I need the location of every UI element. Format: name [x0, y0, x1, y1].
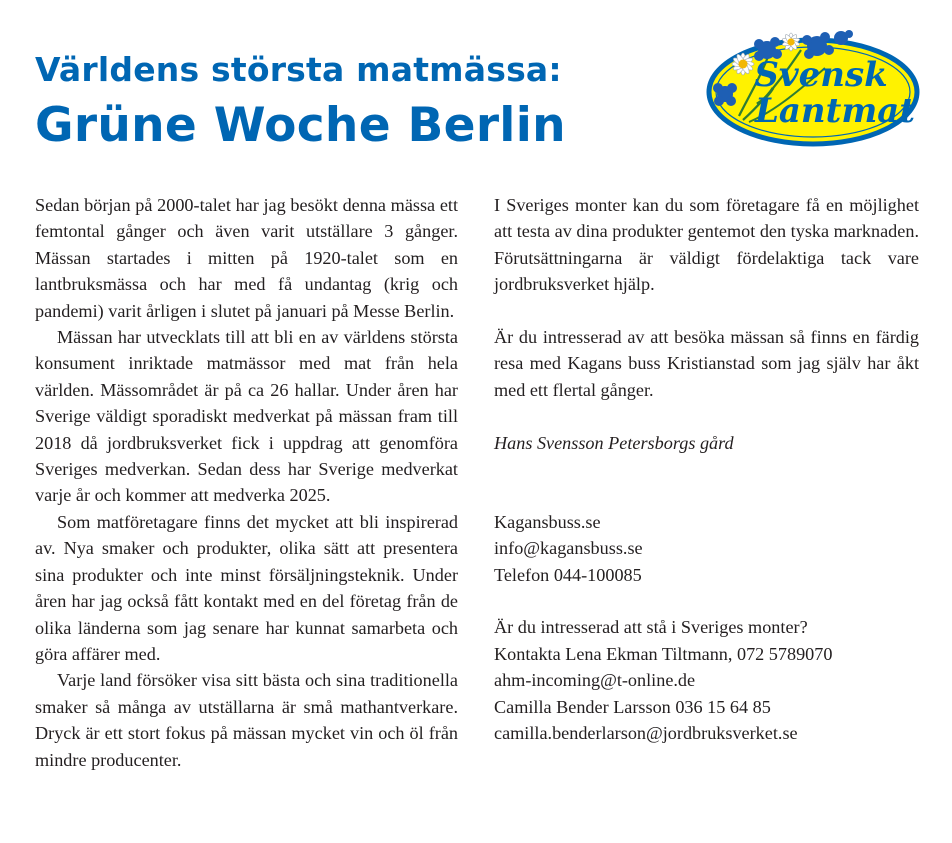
bus-company-name: Kagansbuss.se	[494, 511, 601, 532]
paragraph-4: Varje land försöker visa sitt bästa och sina traditionella smaker så många av utställarna är små mathantverkare. Dryck är ett stort fokus på mässan mycket vin och öl från mindre producenter.	[35, 670, 458, 770]
svensk-lantmat-logo	[703, 24, 921, 152]
exhibitor-question: Är du intresserad att stå i Sveriges monter?	[494, 617, 808, 638]
paragraph-3: Som matföretagare finns det mycket att bli inspirerad av. Nya smaker och produkter, olika sätt att presentera sina produkter och inte minst försäljningsteknik. Under åren har jag också fått kontakt med en del företag från de olika länderna som jag senare har kunnat samarbeta och göra affärer med.	[35, 511, 458, 664]
headline-kicker: Världens största matmässa:	[35, 50, 562, 89]
logo-text-lantmat: Lantmat	[754, 91, 916, 131]
article-right-column	[494, 192, 919, 746]
headline	[35, 46, 566, 158]
paragraph-2: Mässan har utvecklats till att bli en av världens största konsument inriktade matmässor med mat från hela världen. Mässområdet är på ca 26 hallar. Under åren har Sverige väldigt sporadiskt medverkat på mässan fram till 2018 då jordbruksverket fick i uppdrag att genomföra Sveriges medverkan. Sedan dess har Sverige medverkat varje år och kommer att medverka 2025.	[35, 327, 458, 506]
exhibitor-email-2: camilla.benderlarson@jordbruksverket.se	[494, 723, 798, 744]
logo-text-svensk: Svensk	[754, 55, 888, 95]
paragraph-1: Sedan början på 2000-talet har jag besökt denna mässa ett femtontal gånger och även varit utställare 3 gånger. Mässan startades i mitten på 1920-talet som en lantbruksmässa och har med få undantag (krig och pandemi) varit årligen i slutet på januari på Messe Berlin.	[35, 195, 458, 321]
bus-company-email: info@kagansbuss.se	[494, 538, 643, 559]
headline-title: Grüne Woche Berlin	[35, 98, 566, 153]
exhibitor-contact-2: Camilla Bender Larsson 036 15 64 85	[494, 696, 771, 717]
paragraph-exhibit-info: I Sveriges monter kan du som företagare få en möjlighet att testa av dina produkter gentemot den tyska marknaden. Förutsättningarna är väldigt fördelaktiga tack vare jordbruksverket hjälp.	[494, 195, 919, 295]
author-signature: Hans Svensson Petersborgs gård	[494, 432, 734, 453]
article-left-column	[35, 192, 458, 773]
exhibitor-email-1: ahm-incoming@t-online.de	[494, 670, 696, 691]
bus-company-phone: Telefon 044-100085	[494, 564, 642, 585]
exhibitor-contact-1: Kontakta Lena Ekman Tiltmann, 072 5789070	[494, 643, 833, 664]
paragraph-travel-info: Är du intresserad av att besöka mässan så finns en färdig resa med Kagans buss Kristianstad som jag själv har åkt med ett flertal gånger.	[494, 327, 919, 400]
